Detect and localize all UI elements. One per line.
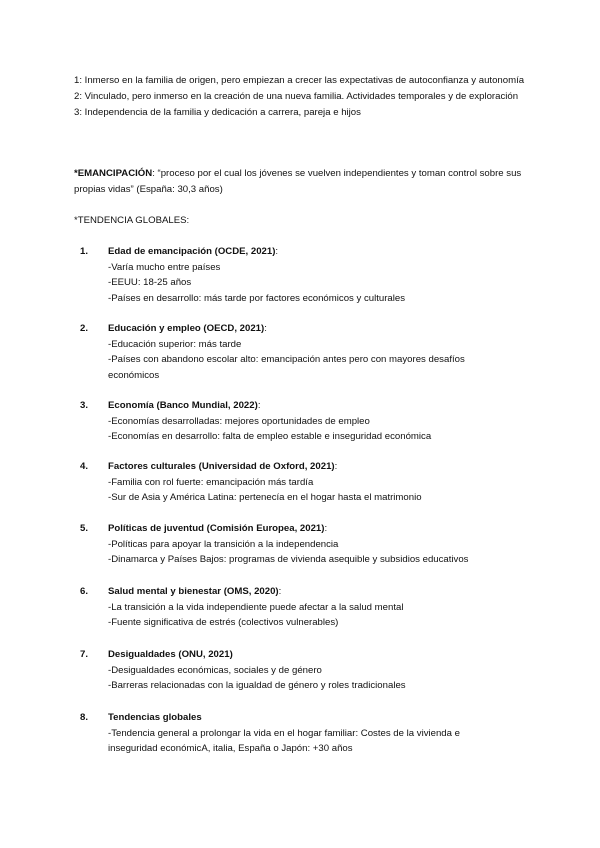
item-number: 4. [80, 461, 89, 472]
item-line: -Países en desarrollo: más tarde por factores económicos y culturales [108, 292, 406, 304]
item-line: -Economías en desarrollo: falta de empleo estable e inseguridad económica [108, 431, 432, 443]
list-item [80, 710, 500, 757]
list-item: 6. Salud mental y bienestar (OMS, 2020): -La transición a la vida independiente puede afectar a la salud mental -Fuente significativa de estrés (colectivos vulnerables) [80, 584, 500, 631]
item-title: Economía (Banco Mundial, 2022) [108, 400, 258, 411]
item-line: -Sur de Asia y América Latina: pertenecía en el hogar hasta el matrimonio [108, 492, 422, 504]
list-item: 1. Edad de emancipación (OCDE, 2021): -Varía mucho entre países -EEUU: 18-25 años -Países en desarrollo: más tarde por factores económicos y culturales [80, 244, 500, 306]
item-line: -Economías desarrolladas: mejores oportunidades de empleo [108, 415, 370, 427]
item-title: Desigualdades (ONU, 2021) [108, 649, 233, 660]
item-line: -Fuente significativa de estrés (colectivos vulnerables) [108, 617, 339, 629]
emancipation-definition [74, 166, 534, 198]
item-number: 1. [80, 246, 89, 257]
item-line: -Tendencia general a prolongar la vida en el hogar familiar: Costes de la vivienda e inseguridad económicA, italia, España o Japón: +30 años [108, 727, 460, 755]
item-title: Factores culturales (Universidad de Oxford, 2021) [108, 461, 335, 472]
stage-1: 1: Inmerso en la familia de origen, pero empiezan a crecer las expectativas de autoconfianza y autonomía [74, 75, 525, 86]
list-item: 2. Educación y empleo (OECD, 2021): -Educación superior: más tarde -Países con abandono escolar alto: emancipación antes pero con mayores desafíos económicos [80, 321, 500, 383]
item-line: -Países con abandono escolar alto: emancipación antes pero con mayores desafíos económicos [108, 354, 465, 381]
item-number: 8. [80, 712, 89, 723]
list-item [80, 647, 500, 694]
item-number: 6. [80, 586, 89, 597]
item-line: -Familia con rol fuerte: emancipación más tardía [108, 476, 314, 488]
item-title: Políticas de juventud (Comisión Europea, 2021) [108, 523, 325, 534]
item-line: -Dinamarca y Países Bajos: programas de vivienda asequible y subsidios educativos [108, 554, 469, 566]
item-number: 7. [80, 649, 89, 660]
item-title: Educación y empleo (OECD, 2021) [108, 323, 265, 334]
list-item: 4. Factores culturales (Universidad de Oxford, 2021): -Familia con rol fuerte: emancipación más tardía -Sur de Asia y América Latina: pertenecía en el hogar hasta el matrimonio [80, 459, 500, 506]
item-line: -Varía mucho entre países [108, 261, 221, 273]
item-line: -Políticas para apoyar la transición a la independencia [108, 538, 339, 550]
list-item: 3. Economía (Banco Mundial, 2022): -Economías desarrolladas: mejores oportunidades de empleo -Economías en desarrollo: falta de empleo estable e inseguridad económica [80, 398, 500, 445]
item-title: Edad de emancipación (OCDE, 2021) [108, 246, 276, 257]
list-item: 5. Políticas de juventud (Comisión Europea, 2021): -Políticas para apoyar la transición a la independencia -Dinamarca y Países Bajos: programas de vivienda asequible y subsidios educativos [80, 521, 500, 568]
stage-3: 3: Independencia de la familia y dedicación a carrera, pareja e hijos [74, 107, 361, 118]
definition-text: : “proceso por el cual los jóvenes se vuelven independientes y toman control sobre sus propias vidas” (España: 30,3 años) [74, 168, 522, 195]
stage-2: 2: Vinculado, pero inmerso en la creación de una nueva familia. Actividades temporales y de exploración [74, 91, 519, 102]
item-number: 5. [80, 523, 89, 534]
intro-stages [74, 73, 534, 121]
item-line: -Educación superior: más tarde [108, 338, 242, 350]
item-title: Tendencias globales [108, 712, 202, 723]
item-number: 3. [80, 400, 89, 411]
item-line: -EEUU: 18-25 años [108, 277, 192, 289]
item-line: -Desigualdades económicas, sociales y de género [108, 664, 322, 676]
item-line: -Barreras relacionadas con la igualdad de género y roles tradicionales [108, 680, 406, 692]
item-number: 2. [80, 323, 89, 334]
item-line: -La transición a la vida independiente puede afectar a la salud mental [108, 601, 404, 613]
definition-term: *EMANCIPACIÓN [74, 168, 153, 179]
trends-title: *TENDENCIA GLOBALES: [74, 215, 190, 226]
item-title: Salud mental y bienestar (OMS, 2020) [108, 586, 279, 597]
